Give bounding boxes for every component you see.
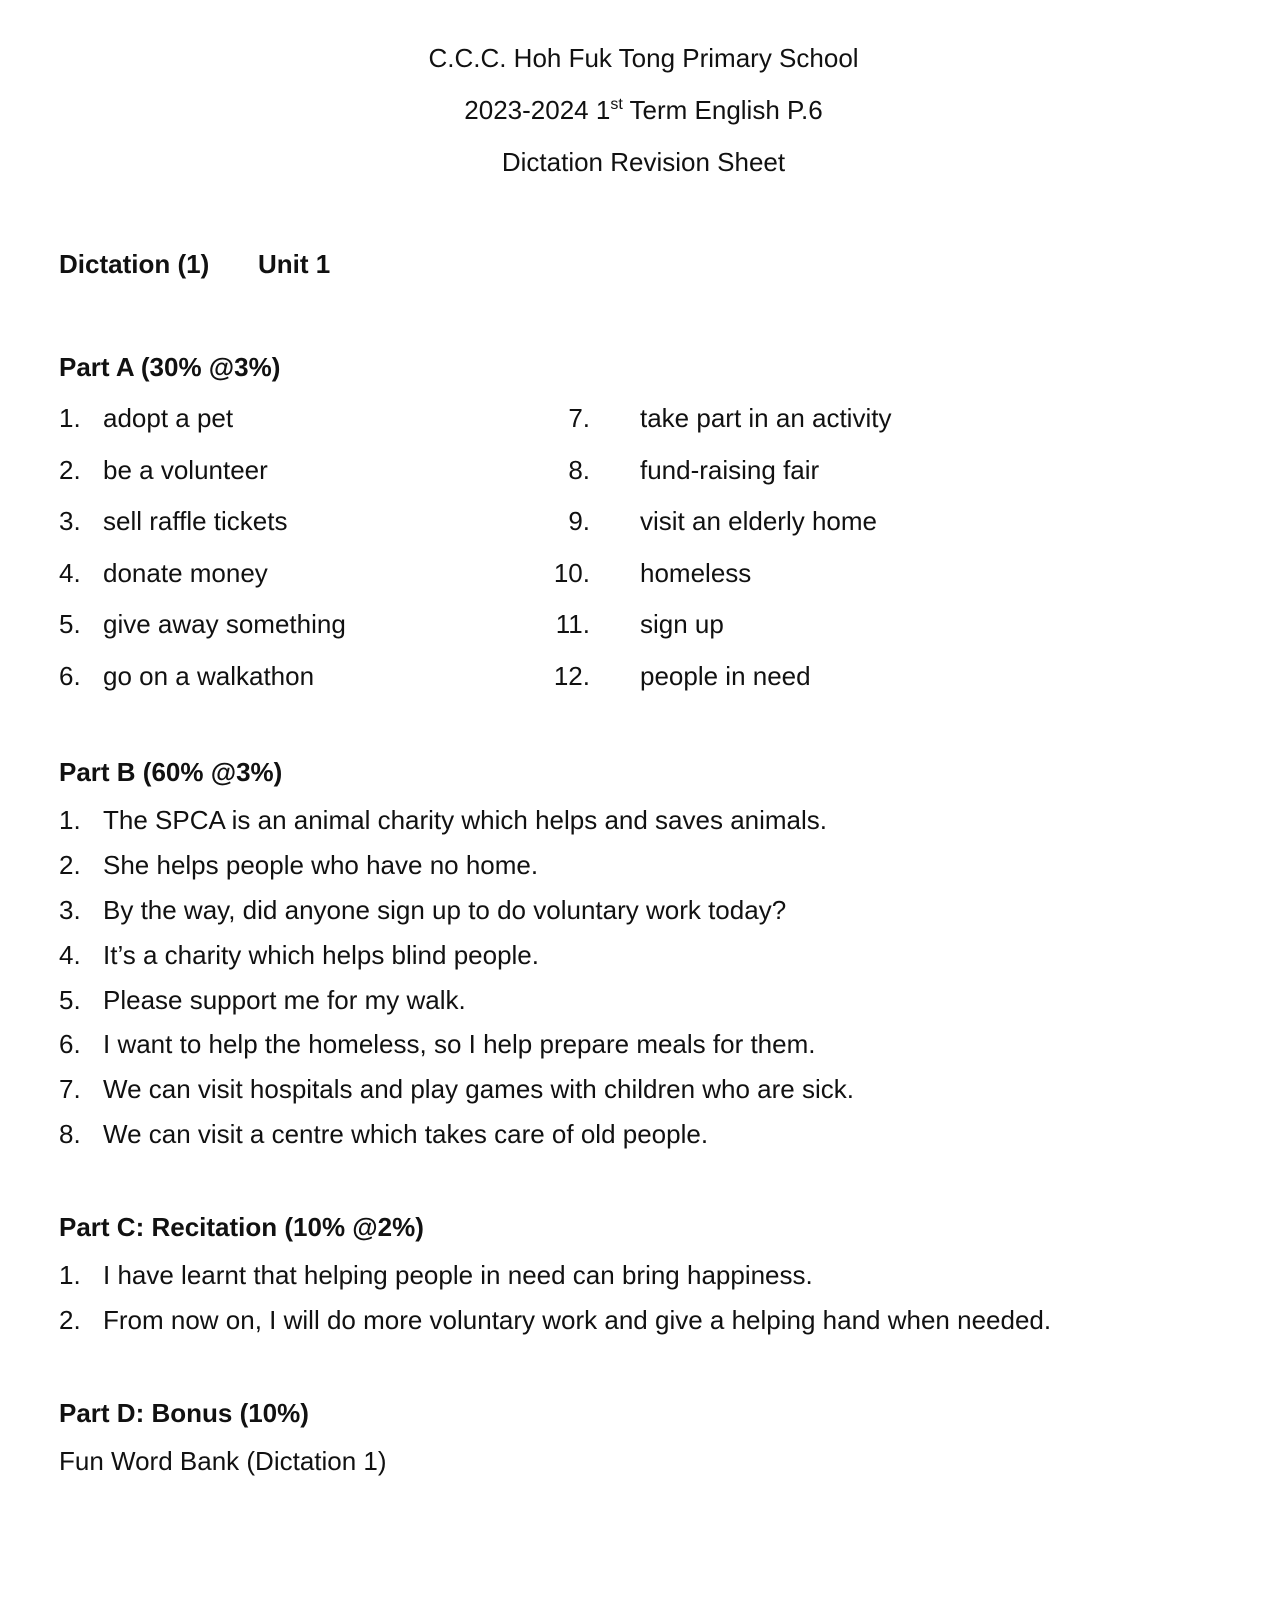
- item-text: We can visit hospitals and play games with children who are sick.: [103, 1074, 854, 1104]
- item-text: sell raffle tickets: [103, 506, 288, 536]
- school-name: C.C.C. Hoh Fuk Tong Primary School: [428, 43, 859, 73]
- item-number: 1.: [59, 1260, 81, 1290]
- item-text: give away something: [103, 609, 346, 639]
- term-line: [0, 94, 1287, 126]
- part-b-heading: Part B (60% @3%): [59, 757, 283, 787]
- item-number: 8.: [59, 1119, 81, 1149]
- item-number: 4.: [59, 558, 81, 588]
- item-number: 11.: [555, 609, 590, 639]
- sheet-title: Dictation Revision Sheet: [501, 147, 786, 177]
- item-text: fund-raising fair: [640, 455, 820, 485]
- item-text: people in need: [640, 661, 811, 691]
- item-number: 3.: [59, 506, 81, 536]
- dictation-label: Dictation (1): [59, 249, 210, 279]
- item-text: visit an elderly home: [640, 506, 877, 536]
- part-d-heading: Part D: Bonus (10%): [59, 1398, 309, 1428]
- item-text: be a volunteer: [103, 455, 268, 485]
- item-number: 4.: [59, 940, 81, 970]
- item-number: 7.: [59, 1074, 81, 1104]
- item-text: The SPCA is an animal charity which helps and saves animals.: [103, 805, 828, 835]
- item-number: 10.: [553, 558, 590, 588]
- item-number: 2.: [59, 850, 81, 880]
- item-number: 5.: [59, 985, 81, 1015]
- item-text: go on a walkathon: [103, 661, 315, 691]
- item-text: take part in an activity: [640, 403, 892, 433]
- term-suffix: Term English P.6: [622, 95, 823, 125]
- part-a-heading: Part A (30% @3%): [59, 352, 281, 382]
- bonus-text: Fun Word Bank (Dictation 1): [59, 1446, 387, 1476]
- item-number: 8.: [568, 455, 590, 485]
- item-number: 2.: [59, 455, 81, 485]
- unit-label: Unit 1: [258, 249, 331, 279]
- term-prefix: 2023-2024 1: [464, 95, 611, 125]
- part-c-heading: Part C: Recitation (10% @2%): [59, 1212, 424, 1242]
- item-text: It’s a charity which helps blind people.: [103, 940, 539, 970]
- item-text: She helps people who have no home.: [103, 850, 539, 880]
- item-number: 3.: [59, 895, 81, 925]
- item-text: I have learnt that helping people in need can bring happiness.: [103, 1260, 813, 1290]
- item-text: By the way, did anyone sign up to do voluntary work today?: [103, 895, 787, 925]
- item-number: 7.: [568, 403, 590, 433]
- item-text: adopt a pet: [103, 403, 234, 433]
- item-text: From now on, I will do more voluntary work and give a helping hand when needed.: [103, 1305, 1052, 1335]
- item-number: 9.: [568, 506, 590, 536]
- item-number: 5.: [59, 609, 81, 639]
- item-number: 6.: [59, 661, 81, 691]
- item-number: 6.: [59, 1029, 81, 1059]
- item-number: 1.: [59, 403, 81, 433]
- item-text: donate money: [103, 558, 268, 588]
- item-text: I want to help the homeless, so I help prepare meals for them.: [103, 1029, 816, 1059]
- item-text: We can visit a centre which takes care of old people.: [103, 1119, 709, 1149]
- item-number: 12.: [553, 661, 590, 691]
- item-number: 1.: [59, 805, 81, 835]
- item-text: Please support me for my walk.: [103, 985, 466, 1015]
- item-number: 2.: [59, 1305, 81, 1335]
- item-text: homeless: [640, 558, 752, 588]
- term-ordinal-suffix: st: [610, 96, 623, 113]
- item-text: sign up: [640, 609, 724, 639]
